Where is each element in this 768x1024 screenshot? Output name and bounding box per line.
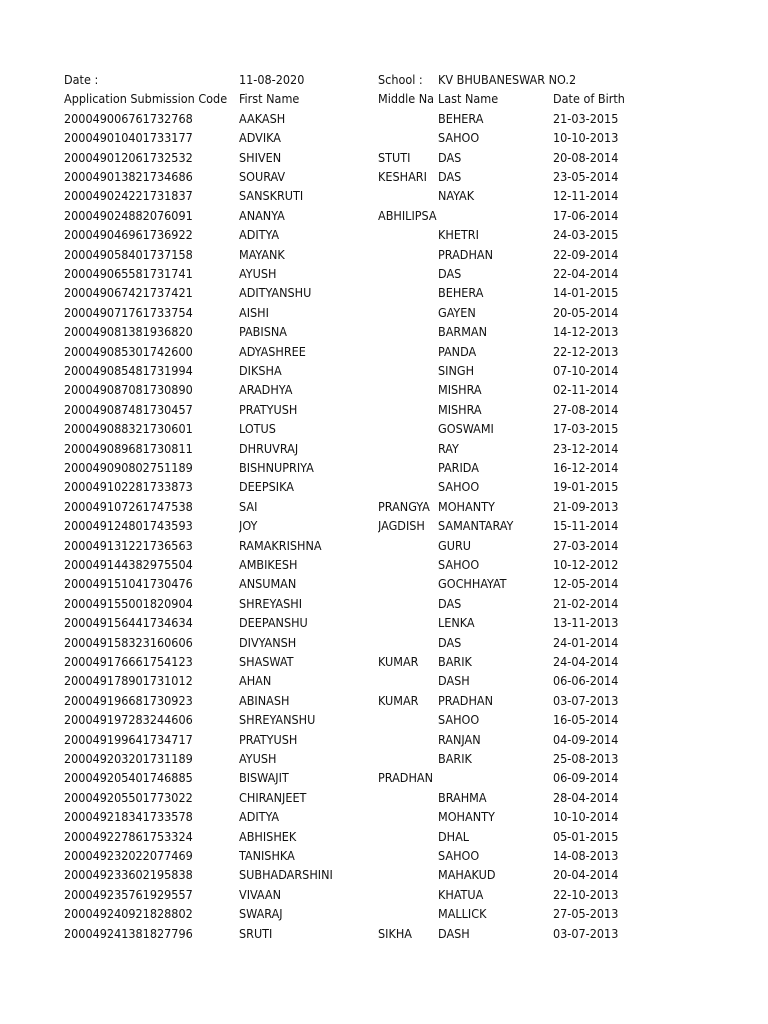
first-name-cell: AMBIKESH — [239, 557, 298, 572]
middle-name-cell: JAGDISH — [378, 518, 425, 534]
date-of-birth-cell: 27-05-2013 — [553, 906, 619, 922]
application-code-cell: 200049090802751189 — [64, 460, 193, 475]
last-name-cell: MALLICK — [438, 904, 550, 923]
date-of-birth-cell: 06-06-2014 — [553, 673, 619, 689]
date-of-birth-cell: 23-12-2014 — [553, 440, 619, 456]
application-code-cell: 200049013821734686 — [64, 169, 193, 184]
first-name-cell: SUBHADARSHINI — [239, 867, 333, 883]
date-of-birth-cell: 05-01-2015 — [553, 828, 619, 844]
last-name-cell: PANDA — [438, 342, 550, 361]
first-name-cell: ANANYA — [239, 207, 285, 223]
middle-name-cell: KESHARI — [378, 169, 427, 184]
first-name-cell: AHAN — [239, 673, 272, 689]
application-code-cell: 200049087081730890 — [64, 382, 193, 398]
date-of-birth-cell: 25-08-2013 — [553, 751, 619, 766]
first-name-cell: VIVAAN — [239, 886, 282, 902]
application-code-cell: 200049151041730476 — [64, 576, 193, 592]
first-name-cell: MAYANK — [239, 246, 285, 262]
application-code-cell: 200049218341733578 — [64, 809, 193, 825]
date-school-row — [0, 70, 768, 89]
last-name-cell: SAHOO — [438, 128, 550, 147]
application-code-cell: 200049240921828802 — [64, 906, 193, 922]
date-of-birth-cell: 20-08-2014 — [553, 149, 619, 165]
table-row — [0, 497, 768, 516]
date-of-birth-cell: 04-09-2014 — [553, 731, 619, 747]
date-of-birth-cell: 22-12-2013 — [553, 343, 619, 359]
application-code-cell: 200049124801743593 — [64, 518, 193, 534]
last-name-cell: NAYAK — [438, 186, 550, 205]
date-of-birth-cell: 17-03-2015 — [553, 421, 619, 437]
last-name-cell: DHAL — [438, 827, 550, 846]
application-code-cell: 200049071761733754 — [64, 304, 193, 320]
table-row — [0, 594, 768, 613]
table-row — [0, 322, 768, 341]
table-row — [0, 613, 768, 632]
last-name-cell: GOCHHAYAT — [438, 574, 550, 593]
last-name-cell: BARIK — [438, 652, 550, 671]
application-code-cell: 200049006761732768 — [64, 110, 193, 126]
first-name-cell: ABHISHEK — [239, 828, 297, 844]
table-row — [0, 380, 768, 399]
last-name-cell: PRADHAN — [438, 691, 550, 710]
school-value: KV BHUBANESWAR NO.2 — [438, 72, 577, 87]
application-code-cell: 200049196681730923 — [64, 692, 193, 708]
date-of-birth-cell: 10-10-2013 — [553, 130, 619, 146]
application-code-cell: 200049235761929557 — [64, 886, 193, 902]
first-name-cell: AYUSH — [239, 751, 277, 766]
last-name-cell: BRAHMA — [438, 788, 550, 807]
table-row — [0, 516, 768, 535]
first-name-cell: CHIRANJEET — [239, 789, 307, 805]
application-code-cell: 200049205401746885 — [64, 770, 193, 786]
last-name-cell: MAHAKUD — [438, 865, 550, 884]
application-code-cell: 200049233602195838 — [64, 867, 193, 883]
first-name-cell: BISHNUPRIYA — [239, 460, 314, 475]
middle-name-cell: SIKHA — [378, 925, 412, 941]
first-name-cell: SANSKRUTI — [239, 188, 304, 204]
application-code-cell: 200049081381936820 — [64, 324, 193, 340]
middle-name-cell: ABHILIPSA — [378, 207, 437, 223]
application-code-cell: 200049203201731189 — [64, 751, 193, 766]
first-name-cell: SHIVEN — [239, 149, 282, 165]
column-header-code: Application Submission Code — [64, 91, 228, 107]
last-name-cell: SAHOO — [438, 555, 550, 574]
date-of-birth-cell: 28-04-2014 — [553, 789, 619, 805]
first-name-cell: ADITYANSHU — [239, 285, 312, 301]
middle-name-cell: KUMAR — [378, 692, 419, 708]
date-of-birth-cell: 03-07-2013 — [553, 925, 619, 941]
last-name-cell: DAS — [438, 594, 550, 613]
first-name-cell: SAI — [239, 498, 258, 514]
date-of-birth-cell: 10-12-2012 — [553, 557, 619, 572]
first-name-cell: ADITYA — [239, 809, 280, 825]
table-row — [0, 555, 768, 574]
table-row — [0, 245, 768, 264]
first-name-cell: SHREYANSHU — [239, 712, 316, 728]
table-row — [0, 419, 768, 438]
date-of-birth-cell: 19-01-2015 — [553, 479, 619, 495]
table-row — [0, 439, 768, 458]
last-name-cell: MISHRA — [438, 380, 550, 399]
application-code-cell: 200049046961736922 — [64, 227, 193, 243]
first-name-cell: ADVIKA — [239, 130, 281, 146]
application-code-cell: 200049205501773022 — [64, 789, 193, 805]
column-header-date-of-birth: Date of Birth — [553, 91, 625, 107]
middle-name-cell: STUTI — [378, 149, 411, 165]
first-name-cell: DIVYANSH — [239, 634, 297, 650]
table-row — [0, 652, 768, 671]
date-of-birth-cell: 17-06-2014 — [553, 207, 619, 223]
date-label: Date : — [64, 72, 99, 87]
first-name-cell: ADYASHREE — [239, 343, 306, 359]
table-row — [0, 225, 768, 244]
table-row — [0, 458, 768, 477]
application-code-cell: 200049010401733177 — [64, 130, 193, 146]
table-row — [0, 691, 768, 710]
table-row — [0, 536, 768, 555]
date-of-birth-cell: 24-04-2014 — [553, 654, 619, 669]
column-header-row — [0, 89, 768, 108]
first-name-cell: DEEPSIKA — [239, 479, 294, 495]
last-name-cell: SAHOO — [438, 477, 550, 496]
table-row — [0, 749, 768, 768]
first-name-cell: AISHI — [239, 304, 269, 320]
date-of-birth-cell: 23-05-2014 — [553, 169, 619, 184]
first-name-cell: SOURAV — [239, 169, 286, 184]
date-of-birth-cell: 12-05-2014 — [553, 576, 619, 592]
last-name-cell: GAYEN — [438, 303, 550, 322]
first-name-cell: RAMAKRISHNA — [239, 537, 322, 553]
last-name-cell: BARIK — [438, 749, 550, 768]
date-of-birth-cell: 21-09-2013 — [553, 498, 619, 514]
table-row — [0, 128, 768, 147]
last-name-cell: GURU — [438, 536, 550, 555]
application-code-cell: 200049087481730457 — [64, 401, 193, 417]
table-row — [0, 361, 768, 380]
first-name-cell: AYUSH — [239, 266, 277, 281]
date-of-birth-cell: 07-10-2014 — [553, 363, 619, 378]
first-name-cell: PABISNA — [239, 324, 287, 340]
column-header-middle-name: Middle Na — [378, 91, 435, 107]
last-name-cell: RANJAN — [438, 730, 550, 749]
date-of-birth-cell: 21-02-2014 — [553, 595, 619, 611]
first-name-cell: SRUTI — [239, 925, 273, 941]
date-of-birth-cell: 12-11-2014 — [553, 188, 619, 204]
application-code-cell: 200049024221731837 — [64, 188, 193, 204]
first-name-cell: SHREYASHI — [239, 595, 303, 611]
last-name-cell: MOHANTY — [438, 497, 550, 516]
application-code-cell: 200049107261747538 — [64, 498, 193, 514]
middle-name-cell: KUMAR — [378, 654, 419, 669]
table-row — [0, 148, 768, 167]
table-row — [0, 186, 768, 205]
date-of-birth-cell: 24-01-2014 — [553, 634, 619, 650]
application-code-cell: 200049085481731994 — [64, 363, 193, 378]
first-name-cell: LOTUS — [239, 421, 276, 437]
column-header-last-name: Last Name — [438, 89, 550, 108]
date-of-birth-cell: 20-04-2014 — [553, 867, 619, 883]
first-name-cell: DIKSHA — [239, 363, 282, 378]
application-code-cell: 200049024882076091 — [64, 207, 193, 223]
application-code-cell: 200049155001820904 — [64, 595, 193, 611]
date-of-birth-cell: 06-09-2014 — [553, 770, 619, 786]
table-row — [0, 633, 768, 652]
table-row — [0, 788, 768, 807]
first-name-cell: ADITYA — [239, 227, 280, 243]
application-code-cell: 200049012061732532 — [64, 149, 193, 165]
first-name-cell: ARADHYA — [239, 382, 293, 398]
application-code-cell: 200049089681730811 — [64, 440, 193, 456]
last-name-cell: RAY — [438, 439, 550, 458]
date-of-birth-cell: 14-12-2013 — [553, 324, 619, 340]
application-code-cell: 200049085301742600 — [64, 343, 193, 359]
table-row — [0, 574, 768, 593]
application-code-cell: 200049065581731741 — [64, 266, 193, 281]
first-name-cell: SWARAJ — [239, 906, 283, 922]
date-of-birth-cell: 22-04-2014 — [553, 266, 619, 281]
last-name-cell: GOSWAMI — [438, 419, 550, 438]
date-of-birth-cell: 14-08-2013 — [553, 848, 619, 863]
date-value: 11-08-2020 — [239, 72, 305, 87]
table-row — [0, 827, 768, 846]
table-row — [0, 885, 768, 904]
last-name-cell: DAS — [438, 264, 550, 283]
table-row — [0, 768, 768, 787]
application-code-cell: 200049058401737158 — [64, 246, 193, 262]
date-of-birth-cell: 16-12-2014 — [553, 460, 619, 475]
last-name-cell: BARMAN — [438, 322, 550, 341]
last-name-cell: DASH — [438, 671, 550, 690]
date-of-birth-cell: 22-09-2014 — [553, 246, 619, 262]
first-name-cell: ANSUMAN — [239, 576, 297, 592]
first-name-cell: PRATYUSH — [239, 401, 298, 417]
middle-name-cell: PRANGYA — [378, 498, 430, 514]
last-name-cell: SAHOO — [438, 846, 550, 865]
table-row — [0, 710, 768, 729]
last-name-cell: KHETRI — [438, 225, 550, 244]
date-of-birth-cell: 16-05-2014 — [553, 712, 619, 728]
first-name-cell: BISWAJIT — [239, 770, 289, 786]
middle-name-cell: PRADHAN — [378, 770, 433, 786]
first-name-cell: AAKASH — [239, 110, 286, 126]
application-code-cell: 200049144382975504 — [64, 557, 193, 572]
table-row — [0, 846, 768, 865]
first-name-cell: PRATYUSH — [239, 731, 298, 747]
table-row — [0, 904, 768, 923]
last-name-cell: KHATUA — [438, 885, 550, 904]
date-of-birth-cell: 27-08-2014 — [553, 401, 619, 417]
date-of-birth-cell: 13-11-2013 — [553, 615, 619, 631]
application-code-cell: 200049067421737421 — [64, 285, 193, 301]
table-row — [0, 477, 768, 496]
last-name-cell: DASH — [438, 924, 550, 943]
application-code-cell: 200049131221736563 — [64, 537, 193, 553]
last-name-cell: BEHERA — [438, 109, 550, 128]
date-of-birth-cell: 22-10-2013 — [553, 886, 619, 902]
application-code-cell: 200049199641734717 — [64, 731, 193, 747]
last-name-cell: DAS — [438, 633, 550, 652]
first-name-cell: TANISHKA — [239, 848, 295, 863]
table-row — [0, 807, 768, 826]
first-name-cell: DEEPANSHU — [239, 615, 308, 631]
table-row — [0, 283, 768, 302]
application-code-cell: 200049241381827796 — [64, 925, 193, 941]
table-row — [0, 264, 768, 283]
table-row — [0, 730, 768, 749]
first-name-cell: SHASWAT — [239, 654, 294, 669]
column-header-first-name: First Name — [239, 91, 300, 107]
application-code-cell: 200049176661754123 — [64, 654, 193, 669]
application-code-cell: 200049227861753324 — [64, 828, 193, 844]
table-row — [0, 924, 768, 943]
last-name-cell: SAMANTARAY — [438, 516, 550, 535]
application-code-cell: 200049232022077469 — [64, 848, 193, 863]
table-row — [0, 865, 768, 884]
last-name-cell: DAS — [438, 167, 550, 186]
application-code-cell: 200049156441734634 — [64, 615, 193, 631]
application-code-cell: 200049088321730601 — [64, 421, 193, 437]
date-of-birth-cell: 27-03-2014 — [553, 537, 619, 553]
last-name-cell: BEHERA — [438, 283, 550, 302]
table-row — [0, 400, 768, 419]
first-name-cell: ABINASH — [239, 692, 290, 708]
first-name-cell: DHRUVRAJ — [239, 440, 299, 456]
table-row — [0, 167, 768, 186]
table-row — [0, 303, 768, 322]
last-name-cell: PRADHAN — [438, 245, 550, 264]
table-row — [0, 206, 768, 225]
table-row — [0, 109, 768, 128]
application-code-cell: 200049102281733873 — [64, 479, 193, 495]
last-name-cell: LENKA — [438, 613, 550, 632]
date-of-birth-cell: 10-10-2014 — [553, 809, 619, 825]
date-of-birth-cell: 24-03-2015 — [553, 227, 619, 243]
date-of-birth-cell: 02-11-2014 — [553, 382, 619, 398]
application-code-cell: 200049158323160606 — [64, 634, 193, 650]
last-name-cell: SINGH — [438, 361, 550, 380]
date-of-birth-cell: 20-05-2014 — [553, 304, 619, 320]
last-name-cell: SAHOO — [438, 710, 550, 729]
first-name-cell: JOY — [239, 518, 258, 534]
date-of-birth-cell: 03-07-2013 — [553, 692, 619, 708]
table-row — [0, 342, 768, 361]
date-of-birth-cell: 21-03-2015 — [553, 110, 619, 126]
application-code-cell: 200049197283244606 — [64, 712, 193, 728]
application-code-cell: 200049178901731012 — [64, 673, 193, 689]
last-name-cell: MISHRA — [438, 400, 550, 419]
school-label: School : — [378, 72, 423, 87]
date-of-birth-cell: 14-01-2015 — [553, 285, 619, 301]
table-row — [0, 671, 768, 690]
date-of-birth-cell: 15-11-2014 — [553, 518, 619, 534]
last-name-cell: DAS — [438, 148, 550, 167]
last-name-cell: MOHANTY — [438, 807, 550, 826]
last-name-cell: PARIDA — [438, 458, 550, 477]
